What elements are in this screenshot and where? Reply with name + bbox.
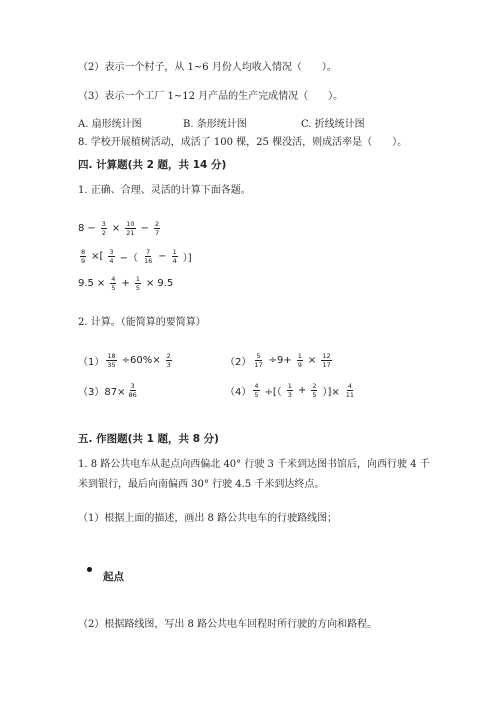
start-point-label: 起点 xyxy=(103,571,124,583)
option-c: C. 折线统计图 xyxy=(301,119,365,130)
section-5-part-2: （2）根据路线图，写出 8 路公共电车回程时所行驶的方向和路程。 xyxy=(78,619,378,630)
calc-item-2: （2） $\frac{5}{17}$ ÷9+ $\frac{1}{9}$ × $\frac{12}{17}$ xyxy=(225,351,331,369)
calc-item-3: （3）87× $\frac{3}{86}$ xyxy=(78,381,137,399)
q8-part-2: （2）表示一个村子，从 1~6 月份人均收入情况（ ）。 xyxy=(78,62,337,73)
calc-expression-1: 8 − $\frac{3}{2}$ × $\frac{10}{21}$ − $\frac{2}{7}$ xyxy=(78,219,160,237)
q8-part-3: （3）表示一个工厂 1~12 月产品的生产完成情况（ ）。 xyxy=(78,91,344,102)
calc-expression-2: $\frac{8}{9}$ ×[ $\frac{3}{4}$ −（ $\frac{7}{16}$ − $\frac{1}{4}$ ）] xyxy=(81,247,192,265)
start-point-dot xyxy=(87,567,92,572)
section-4-title: 四. 计算题(共 2 题，共 14 分) xyxy=(78,159,227,171)
section-5-q1-line1: 1. 8 路公共电车从起点向西偏北 40° 行驶 3 千米到达图书馆后，向西行驶 4 千 xyxy=(78,459,430,470)
section-5-q1-line2: 米到银行，最后向南偏西 30° 行驶 4.5 千米到达终点。 xyxy=(78,479,325,490)
option-a: A. 扇形统计图 xyxy=(78,119,142,130)
section-4-q1: 1. 正确、合理、灵活的计算下面各题。 xyxy=(78,185,251,196)
section-5-part-1: （1）根据上面的描述，画出 8 路公共电车的行驶路线图； xyxy=(78,513,338,524)
section-5-title: 五. 作图题(共 1 题，共 8 分) xyxy=(78,433,219,445)
section-4-q2: 2. 计算。（能简算的要简算） xyxy=(78,317,206,328)
calc-item-4: （4） $\frac{4}{5}$ ÷[（ $\frac{1}{3}$ + $\frac{2}{5}$ ）]× $\frac{4}{11}$ xyxy=(225,381,355,399)
calc-item-1: （1） $\frac{18}{35}$ ÷60%× $\frac{2}{3}$ xyxy=(78,351,171,369)
option-b: B. 条形统计图 xyxy=(183,119,247,130)
calc-expression-3: 9.5 × $\frac{4}{5}$ + $\frac{1}{5}$ × 9.5 xyxy=(78,274,174,292)
question-8: 8. 学校开展植树活动，成活了 100 棵，25 棵没活，则成活率是（ ）。 xyxy=(78,137,408,148)
